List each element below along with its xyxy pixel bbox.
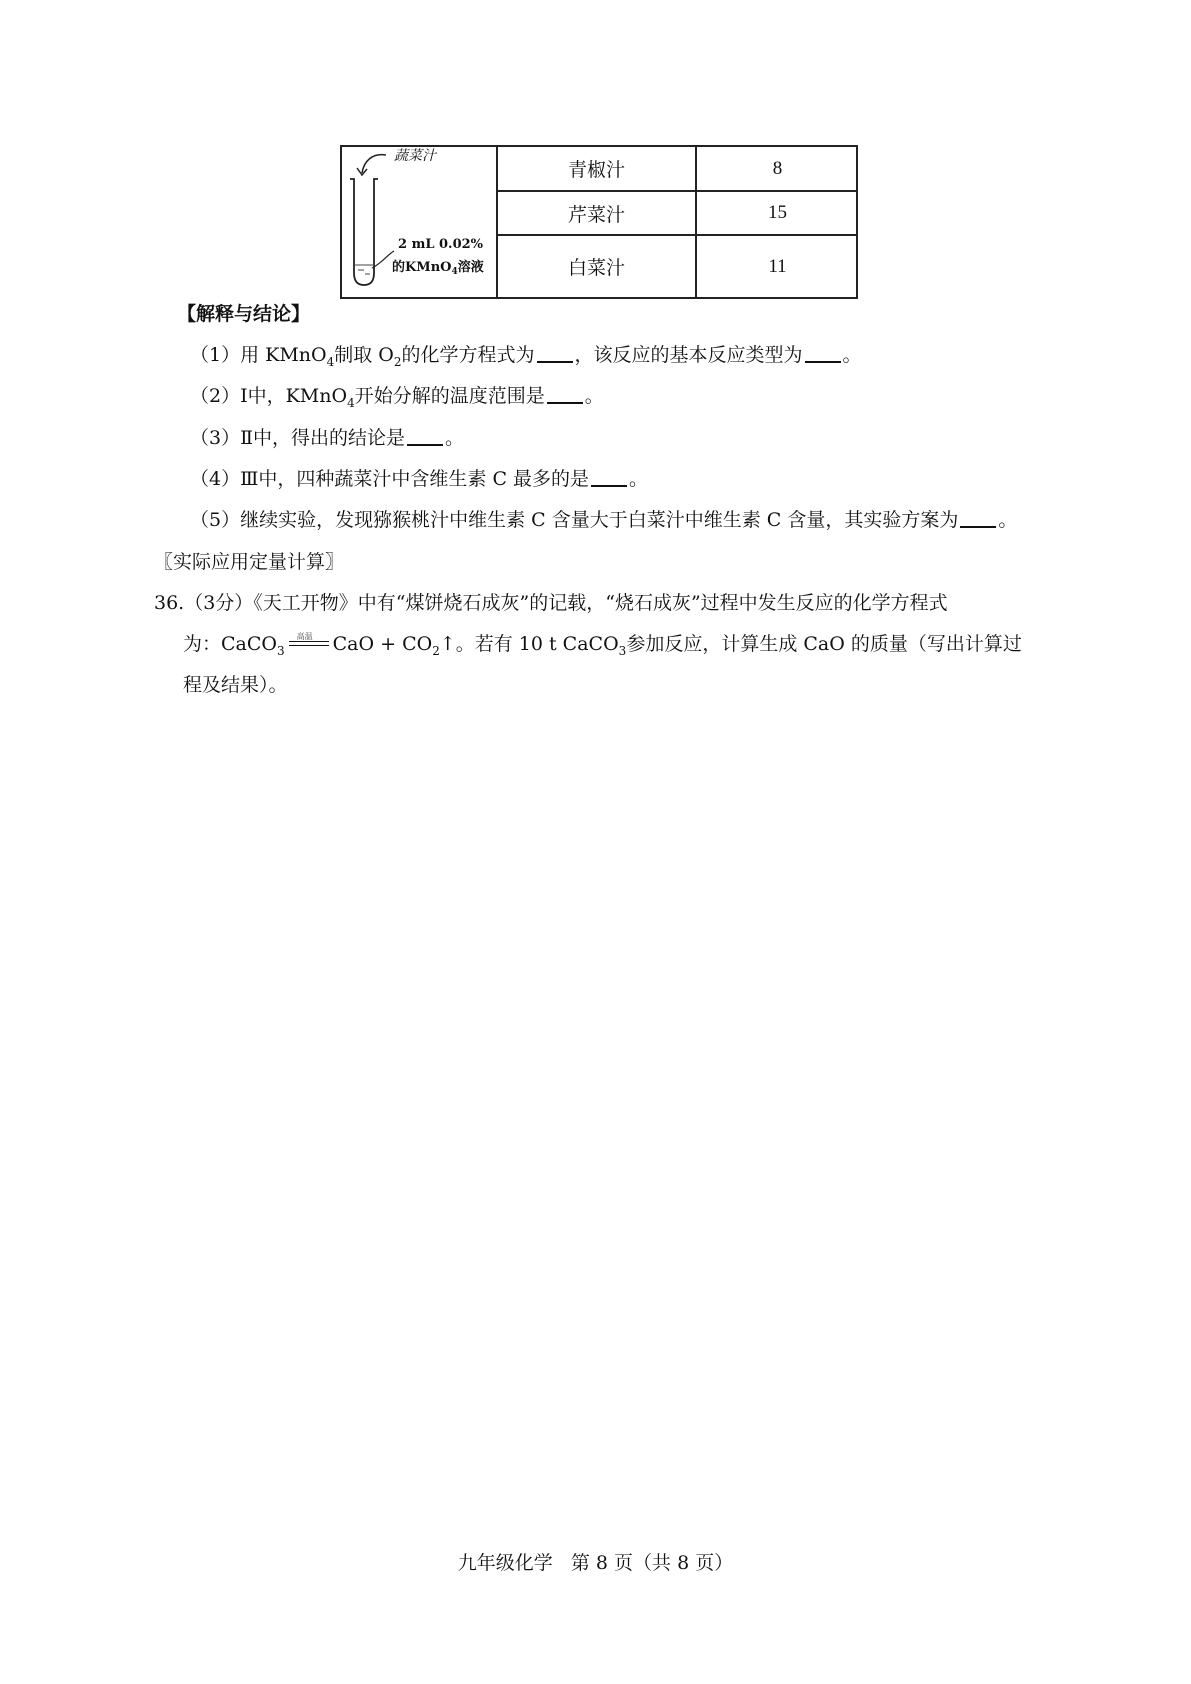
question-36-line2: 为：CaCO$_3$ 高温 CaO + $CO_2↑$。若有 10 t CaCO$_3$参加反应，计算生成 CaO 的质量（写出计算过 xyxy=(183,631,1022,657)
question-36-line3: 程及结果）。 xyxy=(183,674,288,696)
answer-blank[interactable] xyxy=(960,508,996,528)
table-cell-value: 8 xyxy=(772,157,783,179)
question-2: （2）Ⅰ中，KMnO$_4$开始分解的温度范围是 。 xyxy=(190,385,604,410)
figure-label-juice: 蔬菜汁 xyxy=(394,148,436,164)
figure-label-concentration: 2 mL 0.02% xyxy=(398,237,484,252)
question-5: （5）继续实验，发现猕猴桃汁中维生素 C 含量大于白菜汁中维生素 C 含量，其实验方案为 。 xyxy=(190,509,1018,531)
table-cell-name: 白菜汁 xyxy=(567,257,625,279)
question-36-line1: 36.（3分）《天工开物》中有“煤饼烧石成灰”的记载，“烧石成灰”过程中发生反应的化学方程式 xyxy=(154,592,948,614)
answer-blank[interactable] xyxy=(547,384,583,404)
answer-blank[interactable] xyxy=(805,343,841,363)
table-cell-value: 11 xyxy=(768,255,787,277)
table-cell-value: 15 xyxy=(768,202,787,223)
answer-blank[interactable] xyxy=(407,426,443,446)
section-heading-conclusion: 【解释与结论】 xyxy=(177,303,311,325)
page-footer: 九年级化学 第 8 页（共 8 页） xyxy=(457,1552,734,1574)
table-cell-name: 芹菜汁 xyxy=(567,203,625,226)
test-tube-figure xyxy=(342,147,496,297)
reaction-arrow xyxy=(287,633,331,653)
answer-blank[interactable] xyxy=(537,343,573,363)
question-3: （3）Ⅱ中，得出的结论是 。 xyxy=(190,427,465,449)
table-cell-name: 青椒汁 xyxy=(567,159,625,181)
question-1: （1）用 KMnO$_4$制取 $O_2$的化学方程式为 ，该反应的基本反应类型为 。 xyxy=(190,344,862,369)
question-4: （4）Ⅲ中，四种蔬菜汁中含维生素 C 最多的是 。 xyxy=(190,468,649,490)
answer-blank[interactable] xyxy=(591,467,627,487)
figure-label-solution: 的KMnO$_4$溶液 xyxy=(392,260,484,277)
reaction-condition: 高温 xyxy=(296,632,313,641)
experiment-table xyxy=(340,145,858,299)
section-heading-calculation: 〖实际应用定量计算〗 xyxy=(154,551,345,573)
